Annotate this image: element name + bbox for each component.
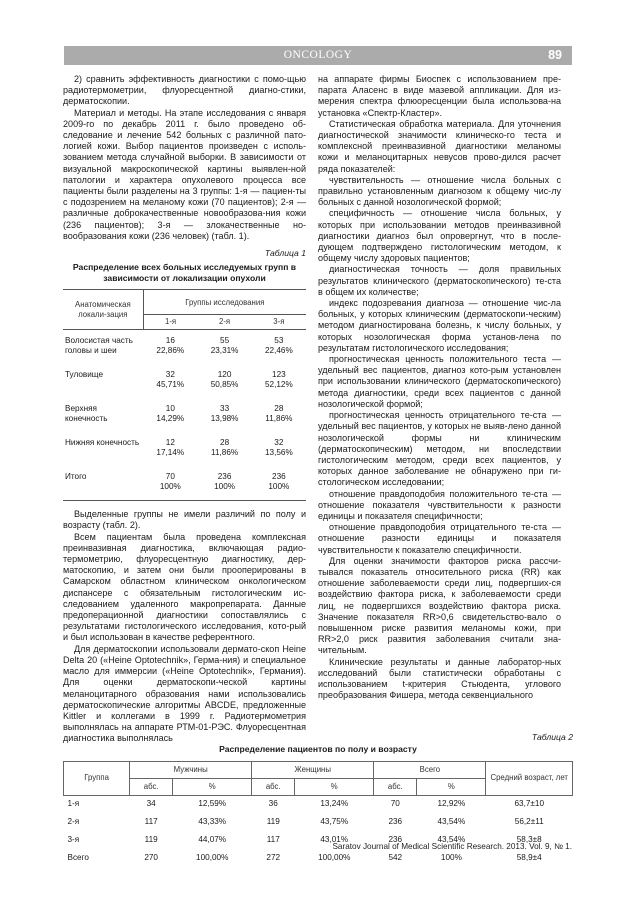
table-row — [64, 814, 573, 832]
table-cell: 43,75% — [320, 816, 349, 826]
table1-row-label: Туловище — [65, 370, 103, 380]
paragraph: чувствительность — отношение числа больных с правильно установленным диагнозом к общему чис-лу больных с данной нозологической формой; — [318, 174, 561, 208]
table2-row-label: Всего — [67, 852, 89, 862]
table-cell: 236 — [388, 834, 403, 844]
paragraph: отношение правдоподобия положительного те-ста — отношение показателя чувствительности к разности единицы и показателя специфичности; — [318, 488, 561, 521]
table-row — [63, 466, 306, 501]
table2-row-label: 2-я — [67, 816, 80, 826]
paragraph: Выделенные группы не имели различий по полу и возрасту (табл. 2). — [63, 509, 306, 531]
table-cell: 33 13,98% — [210, 404, 239, 424]
table1-title: Распределение всех больных исследуемых групп в зависимости от локализации опухоли — [72, 262, 297, 283]
table-cell: 58,3±8 — [516, 834, 542, 844]
table-cell: 53 22,46% — [264, 336, 293, 356]
table-cell: 542 — [388, 852, 403, 862]
table2-header-age: Средний возраст, лет — [486, 761, 573, 795]
table2 — [63, 761, 573, 868]
table-cell: 117 — [144, 816, 158, 826]
table-cell: 32 13,56% — [264, 438, 293, 458]
table2-subheader-abs: абс. — [130, 778, 173, 795]
table2-header-total: Всего — [374, 761, 486, 778]
table2-subheader-pct: % — [173, 778, 252, 795]
journal-section-title: ONCOLOGY — [283, 49, 353, 61]
paragraph: диагностическая точность — доля правильных результатов клинического (дерматоскопического) те-ста в общем их количестве; — [318, 264, 561, 297]
table2-row-label: 3-я — [67, 834, 80, 844]
table-cell: 100% — [440, 852, 462, 862]
table-cell: 12,92% — [417, 795, 486, 814]
table1-header-group: 3-я — [252, 315, 306, 330]
table1-header-anatomical: Анатомическая локали-зация — [63, 290, 143, 330]
left-column — [63, 74, 306, 745]
paragraph: специфичность — отношение числа больных, у которых при использовании методов преинвазивной диагностики диагноз был опровергнут, что в после-дующем подтверждено гистологическим методом, к общему числу здоровых пациентов; — [318, 208, 561, 264]
table-cell: 58,9±4 — [516, 852, 542, 862]
table-cell: 13,24% — [295, 795, 374, 814]
paragraph: отношение правдоподобия отрицательного те-ста — отношение разности единицы и показателя чувствительности к показателю специфичности. — [318, 522, 561, 555]
paragraph: прогностическая ценность отрицательного те-ста — удельный вес пациентов, у которых не выяв-лено данной нозологической формы ни клиническим (дерматоскопическим) методом, ни впоследствии гистологическим методом, среди всех пациентов, у которых данное заболевание не обнаружено при ги-стологическом исследовании; — [318, 410, 561, 488]
journal-footer: Saratov Journal of Medical Scientific Research. 2013. Vol. 9, № 1. — [332, 842, 572, 851]
table-row — [64, 795, 573, 814]
paragraph: Для оценки значимости факторов риска рассчи-тывался показатель относительного риска (RR) как отношение заболеваемости среди лиц, подвергших-ся воздействию фактора риска, к заболеваемости среди лиц, не подвергшихся воздействию фактора риска. Значение показателя RR>0,6 свидетельство-вало о повышенном риске развития меланомы кожи, при RR>2,0 риск развития заболевания считали зна-чительным. — [318, 555, 561, 656]
table-cell: 32 45,71% — [156, 370, 185, 390]
table2-row-label: 1-я — [64, 795, 130, 814]
table-cell: 100,00% — [318, 852, 351, 862]
table-cell: 10 14,29% — [156, 404, 185, 424]
paragraph: на аппарате фирмы Биоспек с использованием пре-парата Аласенс в виде мазевой аппликации. Для из-мерения спектра флюоресценции была использова-на установка «Спектр-Кластер». — [318, 74, 561, 118]
table-cell: 43,33% — [198, 816, 227, 826]
table1-row-label: Волосистая часть головы и шеи — [65, 336, 133, 356]
table-cell: 100,00% — [196, 852, 229, 862]
table-row — [63, 398, 306, 432]
paragraph: Всем пациентам была проведена комплексная преинвазивная диагностика, включающая радио-термометрию, флуоресцентную диагностику, дер-матоскопию, и затем они были прооперированы в Самарском областном клиническом онкологическом диспансере с обязательным гистологическим ис-следованием удаленного макропрепарата. Данные предоперационной диагностики сопоставлялись с результатами гистологического исследования, кото-рый и был использован в качестве референтного. — [63, 531, 306, 643]
table1-caption: Таблица 1 — [264, 248, 306, 259]
table-cell: 270 — [144, 852, 158, 862]
paragraph: Статистическая обработка материала. Для уточнения диагностической значимости клиническо-го теста и комплексной преинвазивной диагностики меланомы кожи и меланоцитарных невусов прово-дился расчет ряда показателей: — [318, 118, 561, 174]
table-cell: 236 — [388, 816, 403, 826]
table-cell: 120 50,85% — [210, 370, 239, 390]
table1-row-label: Верхняя конечность — [65, 404, 108, 424]
table-cell: 236 100% — [252, 466, 306, 501]
paragraph: прогностическая ценность положительного теста — удельный вес пациентов, диагноз кото-рым установлен при использовании клинического (дерматоскопического) метода диагностики, среди всех пациентов с данной нозологической формой; — [318, 354, 561, 409]
table-cell: 117 — [266, 834, 280, 844]
table2-header-men: Мужчины — [130, 761, 252, 778]
right-column — [318, 74, 561, 701]
table-cell: 43,54% — [437, 816, 466, 826]
table2-subheader-pct: % — [417, 778, 486, 795]
table-row — [64, 850, 573, 868]
table-cell: 43,01% — [320, 834, 349, 844]
table-cell: 28 11,86% — [211, 438, 239, 458]
table-cell: 70 100% — [143, 466, 197, 501]
table1 — [63, 289, 306, 501]
paragraph: Клинические результаты и данные лаборатор-ных исследований были статистически обработаны с использованием t-критерия Стьюдента, углового преобразования Фишера, метода секвенциального — [318, 656, 561, 701]
table2-subheader-pct: % — [295, 778, 374, 795]
table-row — [63, 364, 306, 398]
paragraph: Для дерматоскопии использовали дермато-скоп Heine Delta 20 («Heine Optotechnik», Герма-ния) и специальное масло для иммерсии («Heine Optotechnik», Германия). Для оценки дерматоскопи-ческой картины меланоцитарного образования нами использовались дерматоскопические алгоритмы ABCDE, предложенные Kittler и коллегами в 1999 г. Радиотермометрия выполнялась на аппарате РТМ-01-РЭС. Флуоресцентная диагностика выполнялась — [63, 643, 306, 744]
table-cell: 123 52,12% — [264, 370, 293, 390]
table-cell: 44,07% — [198, 834, 227, 844]
table-cell: 43,54% — [437, 834, 466, 844]
table-cell: 119 — [144, 834, 158, 844]
table1-row-label: Нижняя конечность — [65, 438, 140, 448]
table-cell: 16 22,86% — [156, 336, 185, 356]
table-cell: 70 — [374, 795, 417, 814]
table-cell: 272 — [266, 852, 281, 862]
paragraph: 2) сравнить эффективность диагностики с помо-щью радиотермометрии, флуоресцентной диагно-стики, дерматоскопии. — [63, 74, 306, 107]
table-cell: 119 — [266, 816, 280, 826]
table-cell: 236 100% — [197, 466, 251, 501]
table-cell: 36 — [252, 795, 295, 814]
table2-caption: Таблица 2 — [531, 732, 573, 742]
table1-header-group: 2-я — [197, 315, 251, 330]
table-cell: 12,59% — [173, 795, 252, 814]
table2-subheader-abs: абс. — [374, 778, 417, 795]
table-cell: 12 17,14% — [156, 438, 185, 458]
journal-header-bar — [64, 46, 572, 65]
table-cell: 63,7±10 — [486, 795, 573, 814]
table-row — [63, 432, 306, 466]
table1-header-group: 1-я — [143, 315, 197, 330]
table2-title: Распределение пациентов по полу и возрасту — [219, 744, 417, 754]
table-cell: 34 — [130, 795, 173, 814]
paragraph: индекс подозревания диагноза — отношение чис-ла больных, у которых клиническим (дерматоскопи-ческим) методом диагностирована болезнь, к числу больных, у которых нозологическая форма установ-лена по результатам гистологического исследования; — [318, 298, 561, 353]
page-number: 89 — [548, 48, 562, 62]
table-cell: 55 23,31% — [210, 336, 239, 356]
table-row — [63, 330, 306, 365]
table-cell: 28 11,86% — [265, 404, 293, 424]
table1-row-label: Итого — [63, 466, 143, 501]
table1-header-groups: Группы исследования — [143, 290, 306, 315]
table-cell: 56,2±11 — [514, 816, 544, 826]
table2-header-group: Группа — [64, 761, 130, 795]
table2-subheader-abs: абс. — [252, 778, 295, 795]
table2-header-women: Женщины — [252, 761, 374, 778]
paragraph: Материал и методы. На этапе исследования с января 2009-го по декабрь 2011 г. было проведено об-следование и лечение 542 больных с различной пато-логией кожи. Выбор пациентов произведен с исполь-зованием метода случайной выборки. В зависимости от визуальной макроскопической картины выявлен-ной патологии и характера опухолевого процесса все пациенты были разделены на 3 группы: 1-я — пациен-ты с подозрением на меланому кожи (70 пациентов); 2-я — различные доброкачественные новообразова-ния кожи (236 пациентов); 3-я — злокачественные но-вообразования кожи (236 человек) (табл. 1). — [63, 107, 306, 241]
